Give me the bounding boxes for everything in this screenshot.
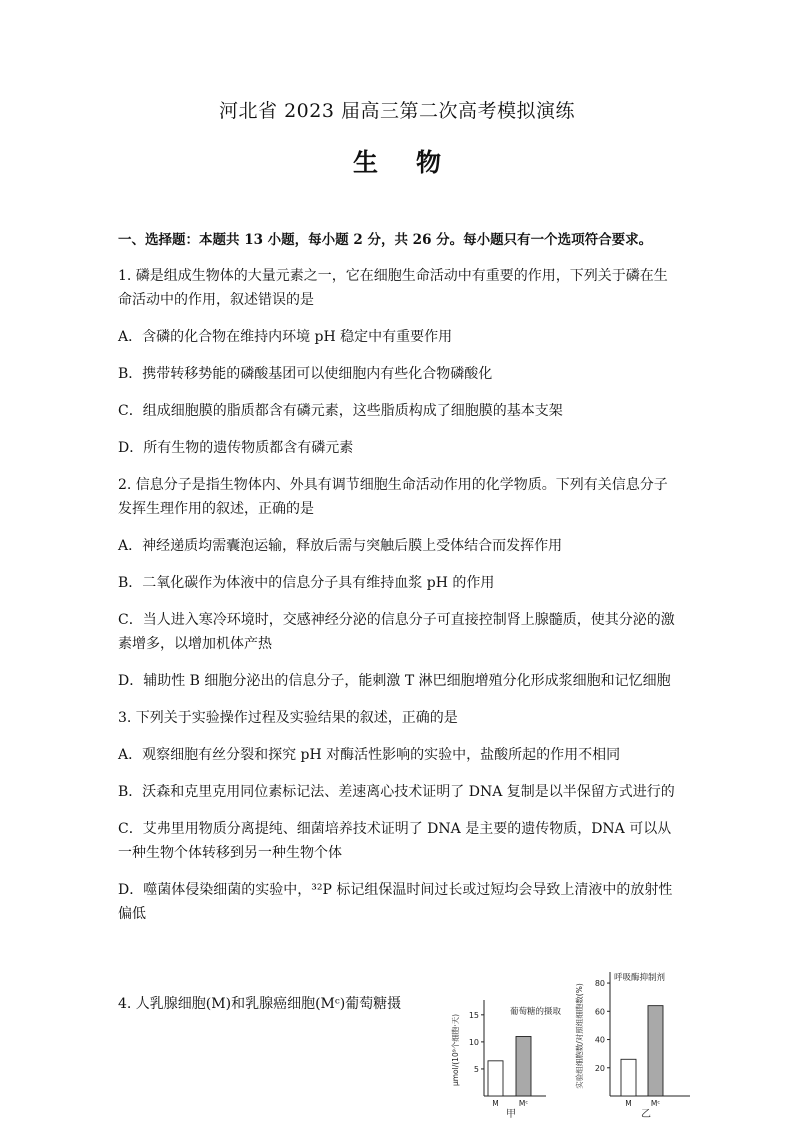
panel-label: 乙 — [641, 1109, 651, 1118]
question-stem: 2. 信息分子是指生物体内、外具有调节细胞生命活动作用的化学物质。下列有关信息分子发挥生理作用的叙述，正确的是 — [118, 477, 668, 517]
question-1 — [118, 264, 678, 460]
x-tick-label: M — [492, 1099, 499, 1108]
y-tick-label: 40 — [594, 1035, 605, 1045]
bar-mc — [648, 1006, 663, 1096]
option-c: C．组成细胞膜的脂质都含有磷元素，这些脂质构成了细胞膜的基本支架 — [118, 403, 563, 419]
chart-title: 呼吸酶抑制剂 — [614, 973, 666, 983]
bar-m — [621, 1059, 636, 1096]
y-tick-label: 10 — [468, 1037, 479, 1047]
question-3 — [118, 706, 678, 926]
panel-label: 甲 — [506, 1109, 516, 1118]
y-axis-label: 实验组细胞数/对照组细胞数(%) — [575, 983, 584, 1089]
exam-title: 河北省 2023 届高三第二次高考模拟演练 — [219, 100, 575, 122]
question-4-stem: 4. 人乳腺细胞(M)和乳腺癌细胞(Mᶜ)葡萄糖摄 — [118, 996, 402, 1012]
chart-title: 葡萄糖的摄取 — [510, 1007, 562, 1017]
question-body — [118, 228, 678, 939]
x-tick-label: Mᶜ — [650, 1099, 661, 1108]
y-tick-label: 5 — [473, 1064, 479, 1074]
glucose-uptake-chart — [440, 990, 570, 1118]
bar-m — [488, 1061, 503, 1096]
x-tick-label: Mᶜ — [518, 1099, 529, 1108]
y-tick-label: 20 — [594, 1063, 605, 1073]
option-a: A．神经递质均需囊泡运输，释放后需与突触后膜上受体结合而发挥作用 — [118, 538, 563, 554]
x-tick-label: M — [625, 1099, 632, 1108]
option-b: B．携带转移势能的磷酸基团可以使细胞内有些化合物磷酸化 — [118, 366, 493, 382]
question-stem: 1. 磷是组成生物体的大量元素之一，它在细胞生命活动中有重要的作用，下列关于磷在生命活动中的作用，叙述错误的是 — [118, 268, 668, 308]
respiration-inhibitor-chart-svg — [572, 966, 702, 1118]
option-c: C．艾弗里用物质分离提纯、细菌培养技术证明了 DNA 是主要的遗传物质，DNA 可以从一种生物个体转移到另一种生物个体 — [118, 821, 672, 861]
option-b: B．沃森和克里克用同位素标记法、差速离心技术证明了 DNA 复制是以半保留方式进行的 — [118, 784, 675, 800]
option-a: A．含磷的化合物在维持内环境 pH 稳定中有重要作用 — [118, 329, 453, 345]
y-tick-label: 80 — [594, 979, 605, 989]
section-heading: 一、选择题：本题共 13 小题，每小题 2 分，共 26 分。每小题只有一个选项符合要求。 — [118, 232, 653, 248]
option-d: D．所有生物的遗传物质都含有磷元素 — [118, 440, 354, 456]
glucose-uptake-chart-svg — [440, 990, 570, 1118]
bar-mc — [516, 1036, 531, 1096]
question-stem: 3. 下列关于实验操作过程及实验结果的叙述，正确的是 — [118, 710, 458, 726]
y-axis-label: μmol/(10⁹个细胞·天) — [451, 1013, 460, 1087]
y-tick-label: 15 — [468, 1010, 479, 1020]
subject-title: 生物 — [352, 148, 479, 177]
option-d: D．辅助性 B 细胞分泌出的信息分子，能刺激 T 淋巴细胞增殖分化形成浆细胞和记忆细胞 — [118, 673, 671, 689]
respiration-inhibitor-chart — [572, 966, 702, 1118]
question-2 — [118, 473, 678, 693]
option-a: A．观察细胞有丝分裂和探究 pH 对酶活性影响的实验中，盐酸所起的作用不相同 — [118, 747, 621, 763]
y-tick-label: 60 — [594, 1007, 605, 1017]
option-d: D．噬菌体侵染细菌的实验中，³²P 标记组保温时间过长或过短均会导致上清液中的放射性偏低 — [118, 882, 673, 922]
option-c: C．当人进入寒冷环境时，交感神经分泌的信息分子可直接控制肾上腺髓质，使其分泌的激素增多，以增加机体产热 — [118, 612, 675, 652]
option-b: B．二氧化碳作为体液中的信息分子具有维持血浆 pH 的作用 — [118, 575, 495, 591]
